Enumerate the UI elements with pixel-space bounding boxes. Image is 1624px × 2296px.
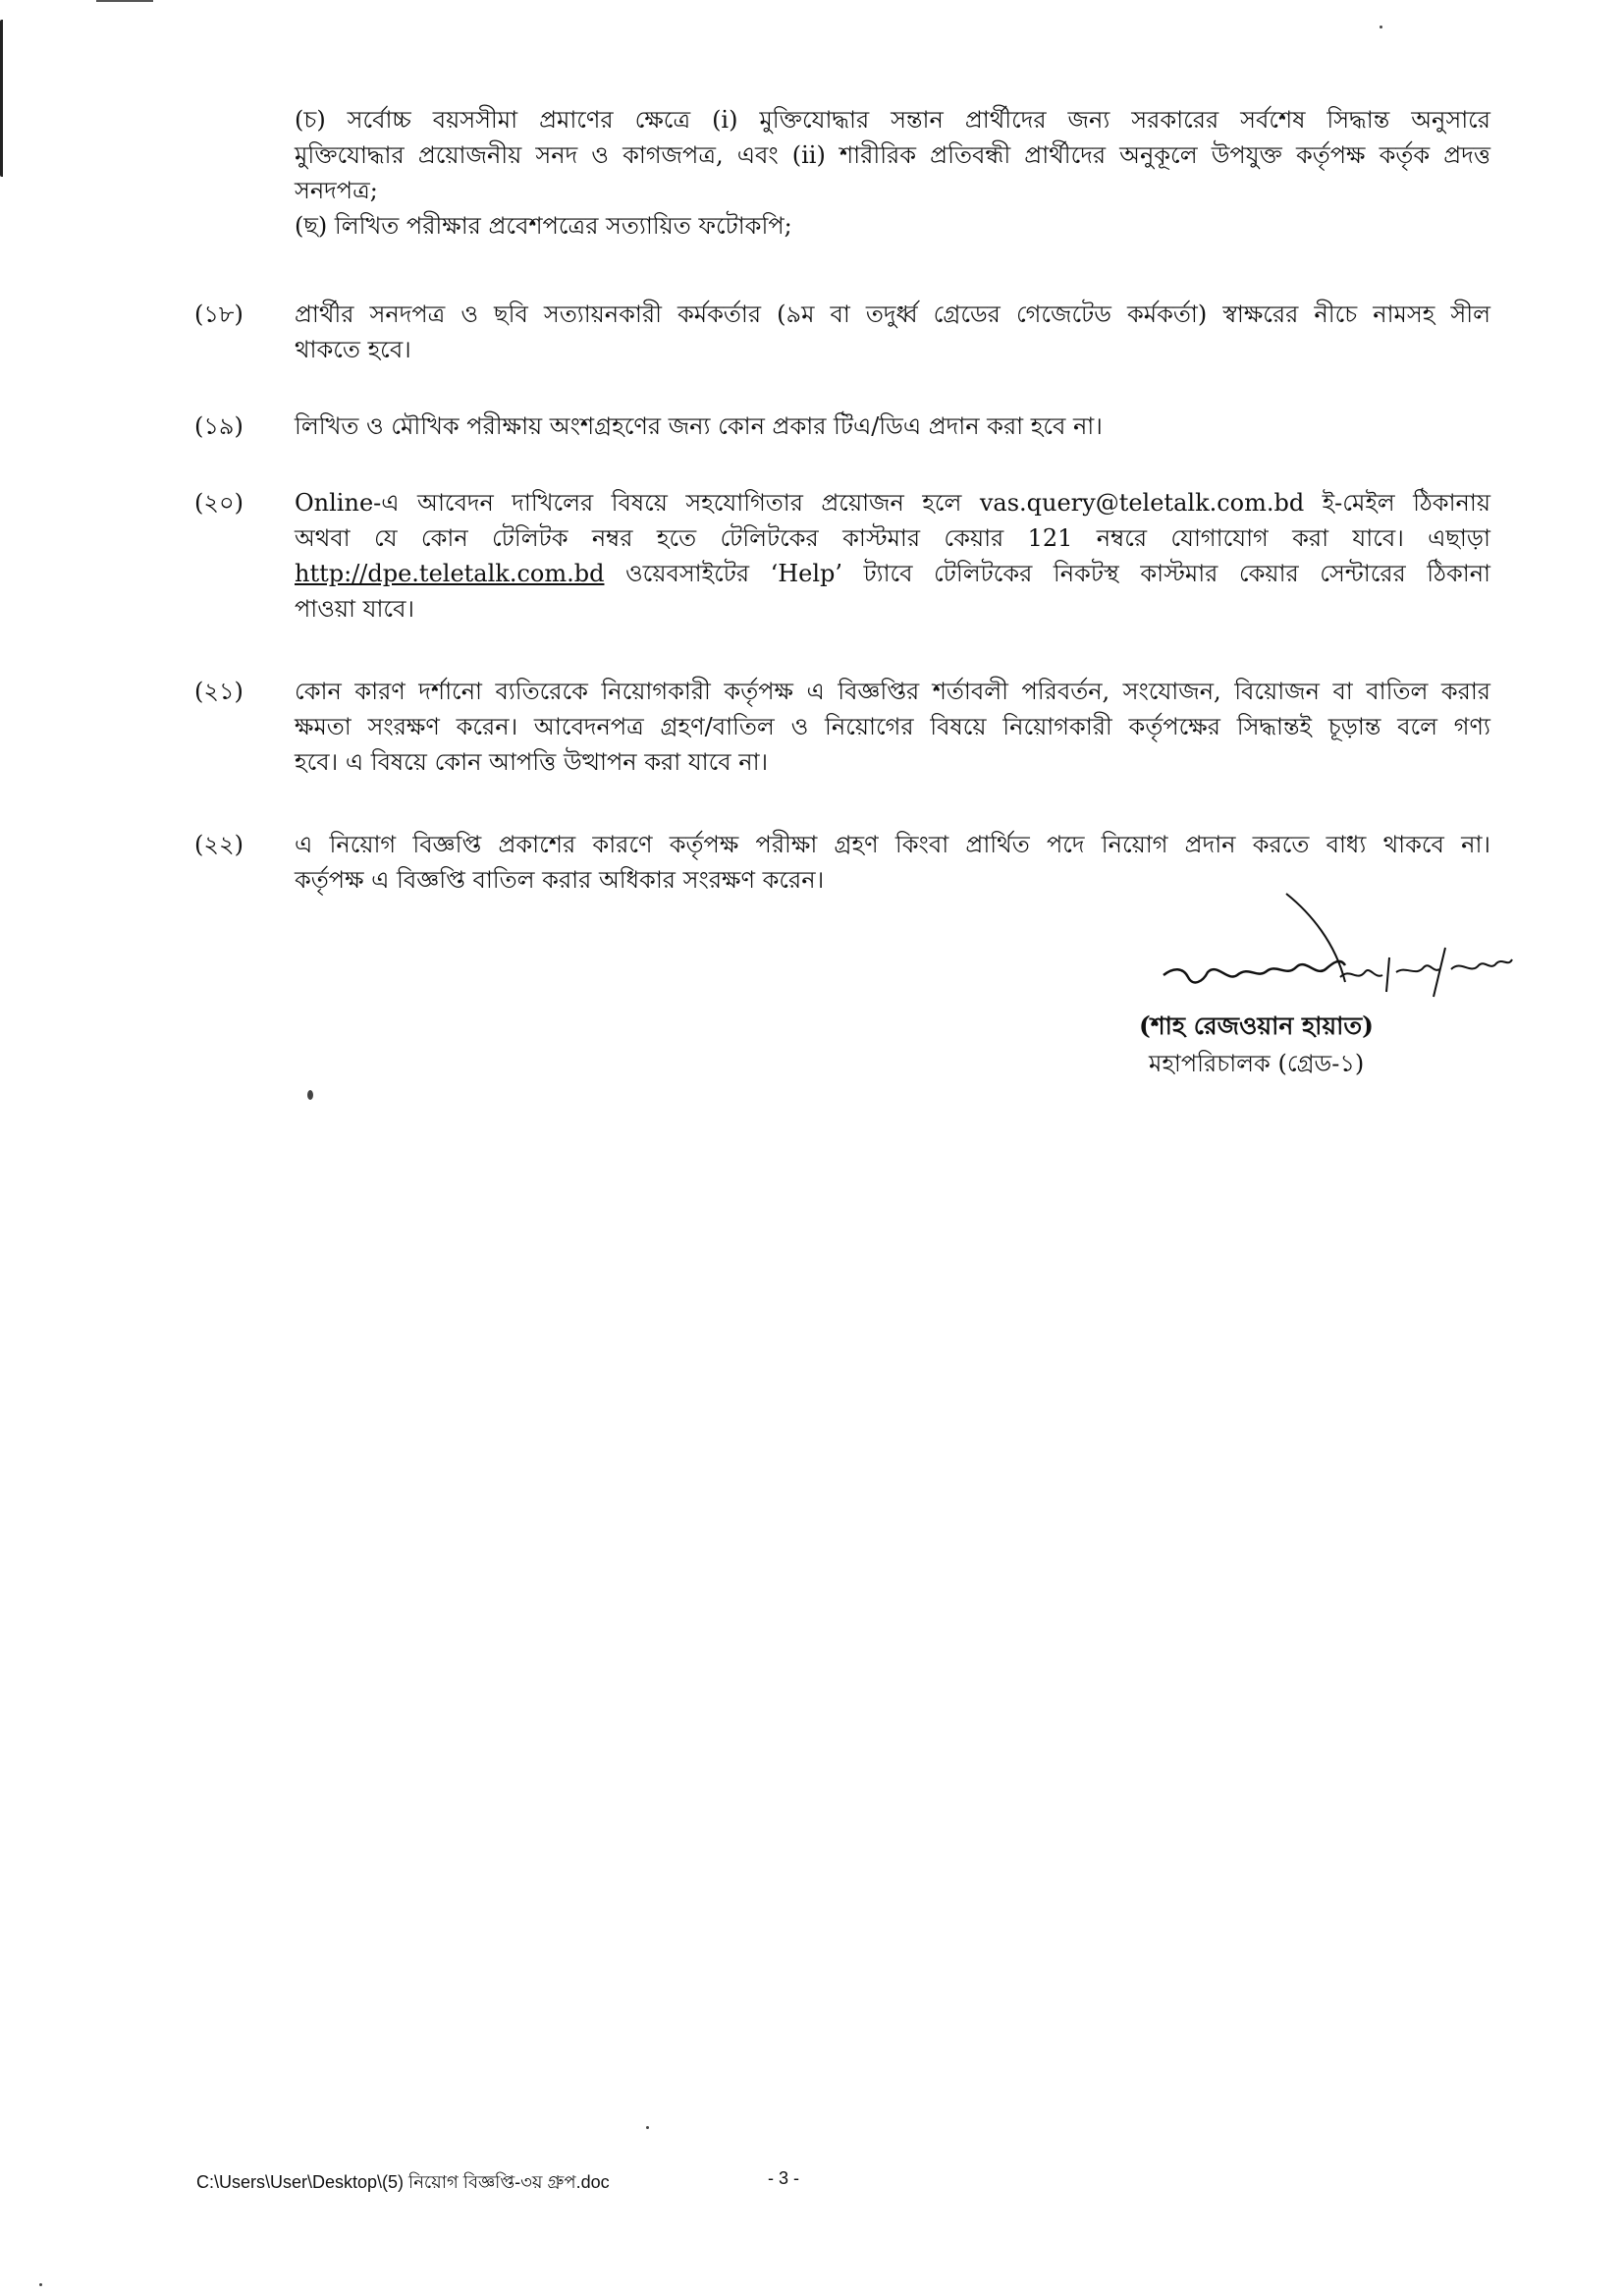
clause-line: অথবা যে কোন টেলিটক নম্বর হতে টেলিটকের কাস্টমার কেয়ার 121 নম্বরে যোগাযোগ করা যাবে। এছাড়া [295, 524, 1490, 552]
clause-line: কর্তৃপক্ষ এ বিজ্ঞপ্তি বাতিল করার অধিকার সংরক্ষণ করেন। [295, 866, 825, 894]
scan-speck [1380, 26, 1382, 28]
footer-page-number: - 3 - [768, 2168, 800, 2188]
signatory-designation: মহাপরিচালক (গ্রেড-১) [1149, 1050, 1365, 1077]
scan-edge-mark [0, 20, 11, 177]
intro-line: (ছ) লিখিত পরীক্ষার প্রবেশপত্রের সত্যায়িত ফটোকপি; [295, 212, 792, 240]
intro-line: সনদপত্র; [295, 177, 378, 204]
scan-top-mark [96, 0, 153, 2]
intro-section [295, 102, 1490, 244]
clause-line: কোন কারণ দর্শানো ব্যতিরেকে নিয়োগকারী কর্তৃপক্ষ এ বিজ্ঞপ্তির শর্তাবলী পরিবর্তন, সংযোজন, বিয়োজন বা বাতিল করার [295, 678, 1490, 705]
clause-line: প্রার্থীর সনদপত্র ও ছবি সত্যায়নকারী কর্মকর্তার (৯ম বা তদুর্ধ্ব গ্রেডের গেজেটেড কর্মকর্তা) স্বাক্ষরের নীচে নামসহ সীল [295, 301, 1490, 328]
footer-file-path: C:\Users\User\Desktop\(5) নিয়োগ বিজ্ঞপ্তি-৩য় গ্রুপ.doc [196, 2172, 610, 2192]
scan-speck [39, 2283, 42, 2286]
clause-line: থাকতে হবে। [295, 336, 411, 363]
clause-number: (১৯) [194, 412, 244, 440]
clause-number: (২১) [194, 678, 244, 705]
signature-block [1139, 889, 1532, 1085]
scan-speck [307, 1090, 313, 1100]
clause-line: হবে। এ বিষয়ে কোন আপত্তি উত্থাপন করা যাবে না। [295, 748, 769, 776]
clause-line-text: ওয়েবসাইটের ‘Help’ ট্যাবে টেলিটকের নিকটস্থ কাস্টমার কেয়ার সেন্টারের ঠিকানা [625, 560, 1490, 587]
clause-number: (২২) [194, 831, 244, 858]
intro-line: মুক্তিযোদ্ধার প্রয়োজনীয় সনদ ও কাগজপত্র, এবং (ii) শারীরিক প্রতিবন্ধী প্রার্থীদের অনুকূলে উপযুক্ত কর্তৃপক্ষ কর্তৃক প্রদত্ত [295, 141, 1490, 169]
clause-line: লিখিত ও মৌখিক পরীক্ষায় অংশগ্রহণের জন্য কোন প্রকার টিএ/ডিএ প্রদান করা হবে না। [295, 412, 1103, 440]
website-link[interactable]: http://dpe.teletalk.com.bd [295, 560, 605, 587]
clause-line: Online-এ আবেদন দাখিলের বিষয়ে সহযোগিতার প্রয়োজন হলে vas.query@teletalk.com.bd ই-মেইল ঠিকানায় [295, 489, 1490, 517]
clause-number: (২০) [194, 489, 244, 517]
handwritten-signature [1139, 889, 1532, 1011]
clause-number: (১৮) [194, 301, 244, 328]
signatory-name: (শাহ রেজওয়ান হায়াত) [1139, 1011, 1374, 1040]
clause-line: এ নিয়োগ বিজ্ঞপ্তি প্রকাশের কারণে কর্তৃপক্ষ পরীক্ষা গ্রহণ কিংবা প্রার্থিত পদে নিয়োগ প্রদান করতে বাধ্য থাকবে না। [295, 831, 1490, 858]
clause-line: পাওয়া যাবে। [295, 595, 415, 623]
clause-line-with-link [295, 556, 1490, 591]
intro-line: (চ) সর্বোচ্চ বয়সসীমা প্রমাণের ক্ষেত্রে (i) মুক্তিযোদ্ধার সন্তান প্রার্থীদের জন্য সরকারের সর্বশেষ সিদ্ধান্ত অনুসারে [295, 106, 1490, 134]
clause-line: ক্ষমতা সংরক্ষণ করেন। আবেদনপত্র গ্রহণ/বাতিল ও নিয়োগের বিষয়ে নিয়োগকারী কর্তৃপক্ষের সিদ্ধান্তই চূড়ান্ত বলে গণ্য [295, 713, 1490, 740]
scan-speck [646, 2126, 649, 2129]
